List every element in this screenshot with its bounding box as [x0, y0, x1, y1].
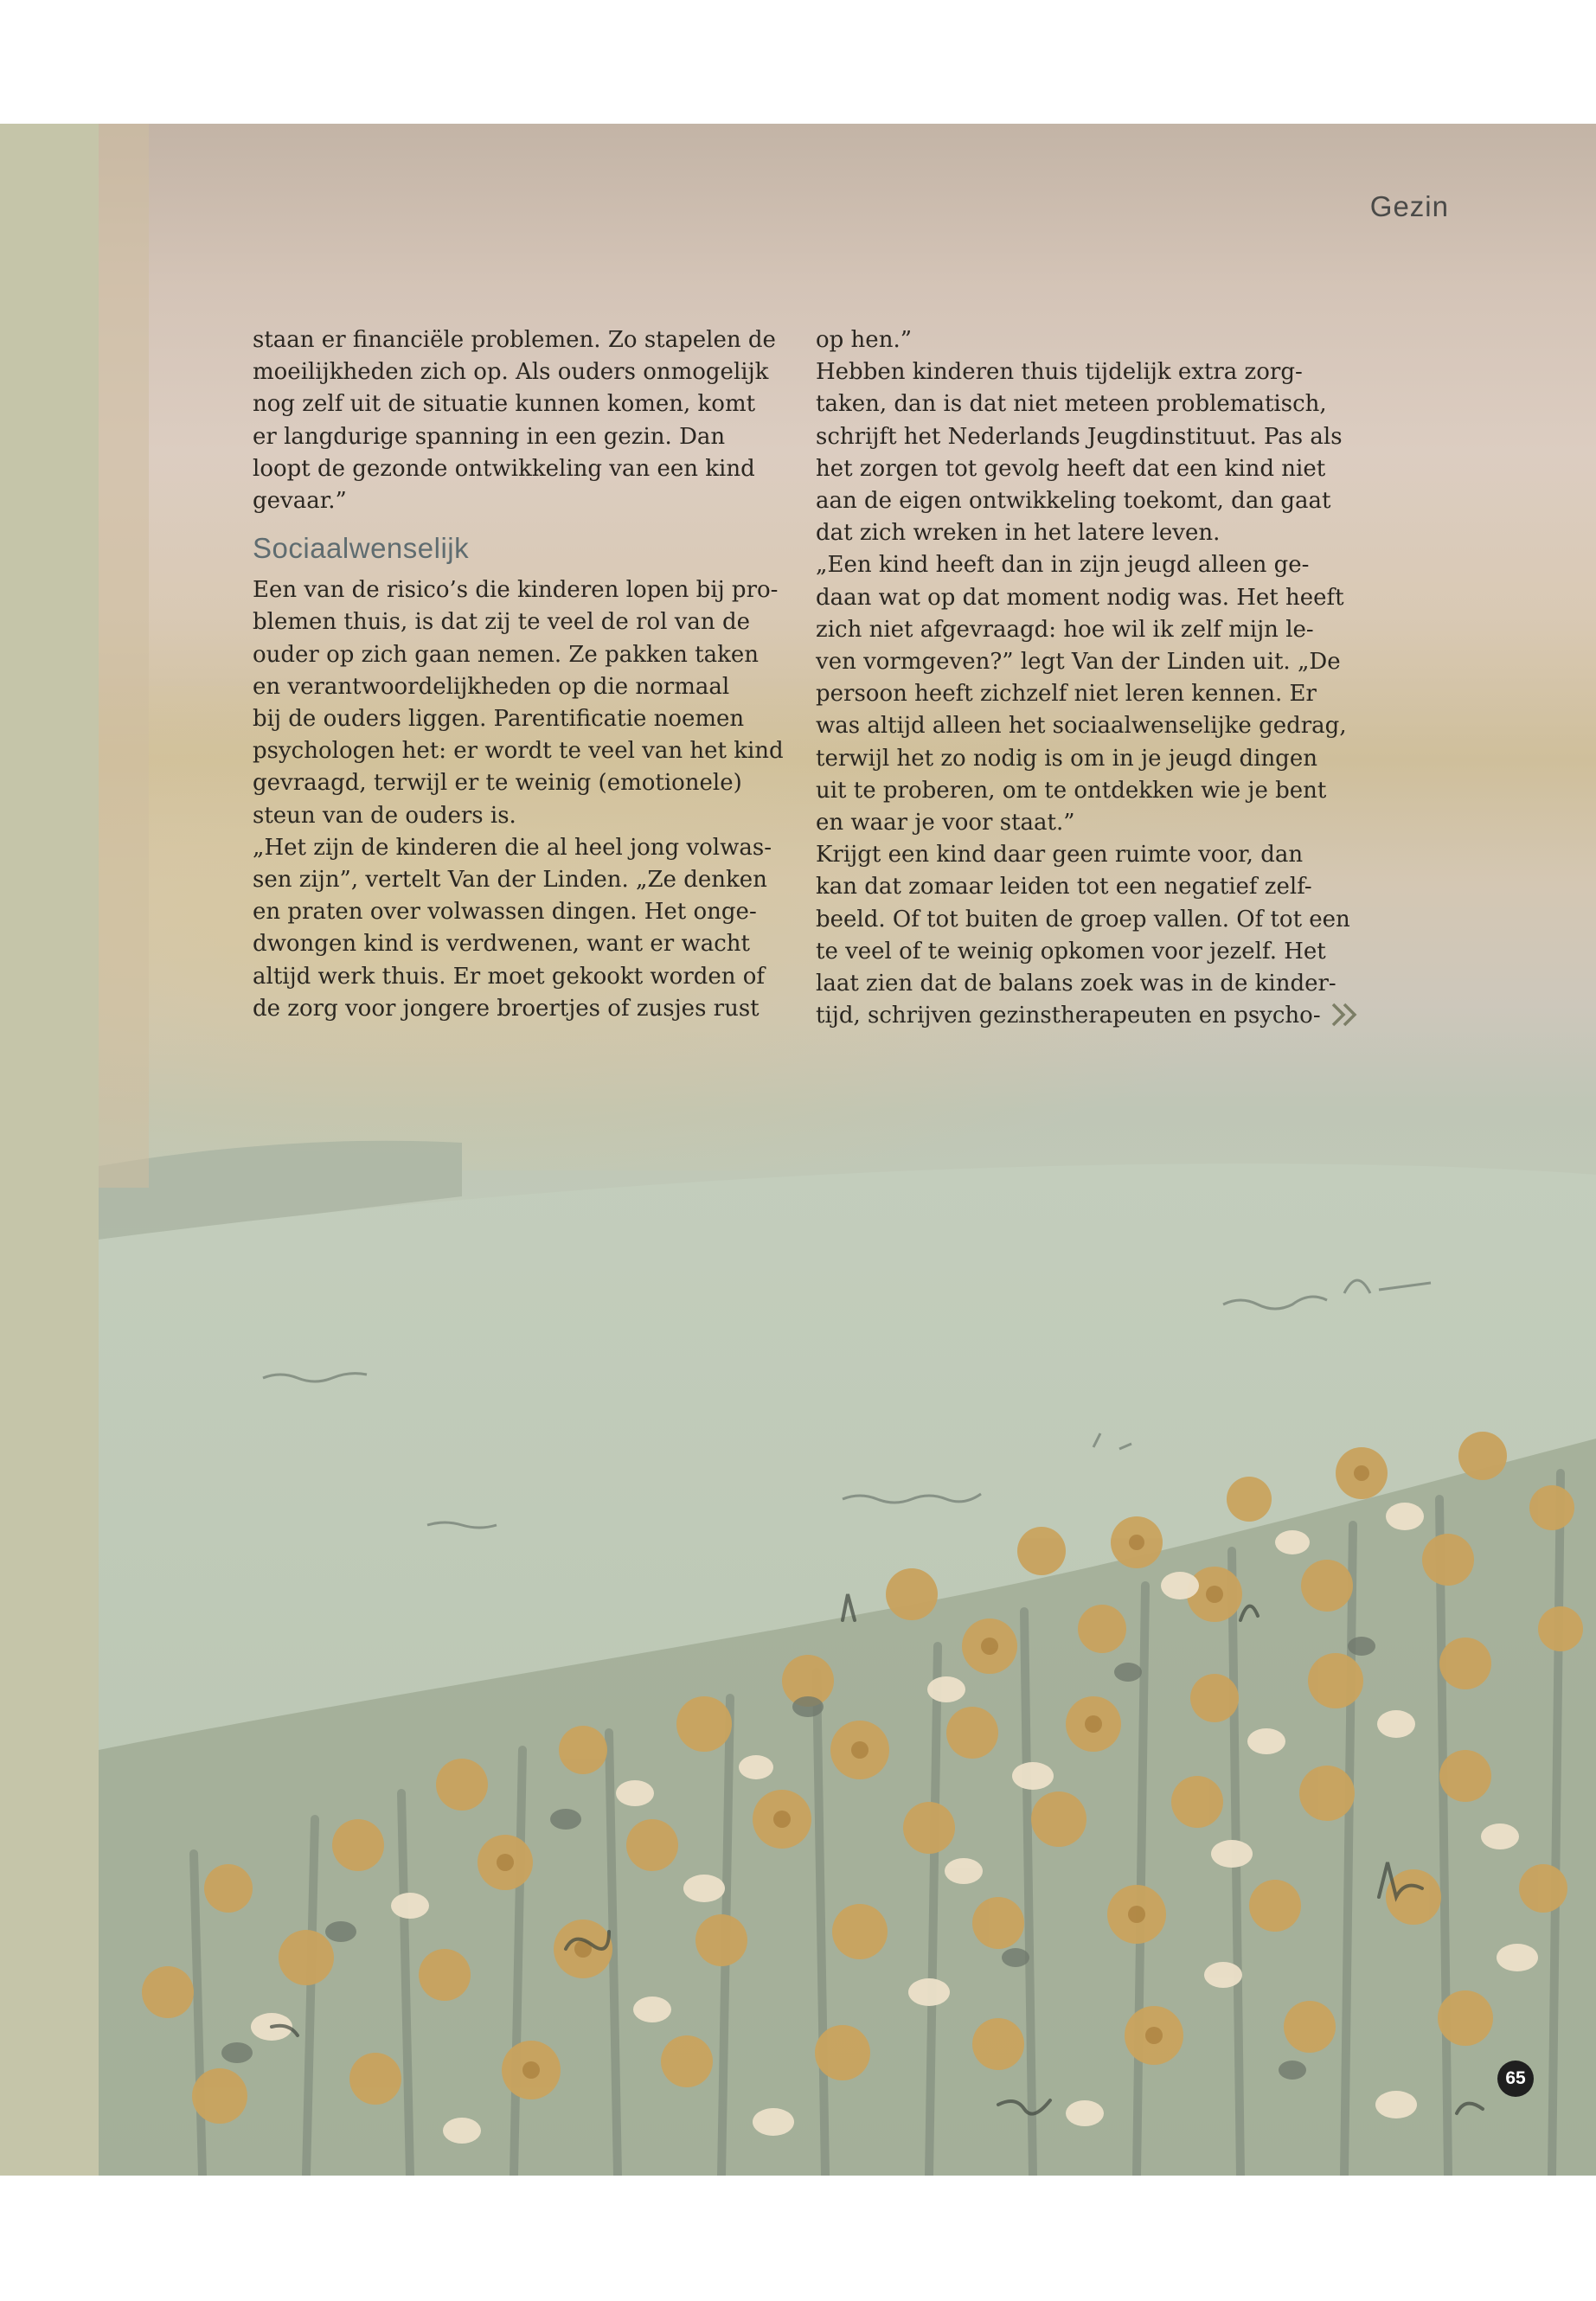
text-line: steun van de ouders is. [253, 802, 516, 829]
left-margin-band-shadow [99, 124, 149, 1188]
text-line: bij de ouders liggen. Parentificatie noemen [253, 706, 745, 733]
paragraph-block-2 [253, 574, 789, 1025]
page-number-badge: 65 [1497, 2061, 1534, 2097]
text-line: taken, dan is dat niet meteen problematisch, [816, 391, 1327, 418]
text-line: ouder op zich gaan nemen. Ze pakken taken [253, 641, 759, 668]
text-line: schrijft het Nederlands Jeugdinstituut. Pas als [816, 423, 1343, 450]
text-line: uit te proberen, om te ontdekken wie je bent [816, 777, 1327, 804]
text-line: het zorgen tot gevolg heeft dat een kind niet [816, 455, 1326, 482]
text-line: op hen.” [816, 327, 912, 353]
text-line: persoon heeft zichzelf niet leren kennen. Er [816, 681, 1317, 708]
text-line: dwongen kind is verdwenen, want er wacht [253, 931, 750, 958]
text-line: zich niet afgevraagd: hoe wil ik zelf mijn le- [816, 616, 1314, 643]
text-line: daan wat op dat moment nodig was. Het heeft [816, 584, 1344, 611]
text-line: te veel of te weinig opkomen voor jezelf. Het [816, 938, 1326, 965]
text-line: nog zelf uit de situatie kunnen komen, komt [253, 391, 756, 418]
text-line: blemen thuis, is dat zij te veel de rol van de [253, 609, 750, 636]
text-line: gevraagd, terwijl er te weinig (emotionele) [253, 770, 742, 797]
text-line: was altijd alleen het sociaalwenselijke gedrag, [816, 713, 1347, 740]
text-line: laat zien dat de balans zoek was in de kinder- [816, 971, 1336, 997]
text-line: altijd werk thuis. Er moet gekookt worden of [253, 963, 766, 990]
text-line: terwijl het zo nodig is om in je jeugd dingen [816, 745, 1317, 772]
text-line: de zorg voor jongere broertjes of zusjes rust [253, 995, 760, 1022]
text-line: aan de eigen ontwikkeling toekomt, dan gaat [816, 488, 1331, 515]
subheading: Sociaalwenselijk [253, 532, 470, 565]
text-line: er langdurige spanning in een gezin. Dan [253, 423, 726, 450]
text-line: en praten over volwassen dingen. Het onge- [253, 899, 757, 926]
text-line: sen zijn”, vertelt Van der Linden. „Ze denken [253, 867, 767, 894]
text-line: Een van de risico’s die kinderen lopen bij pro- [253, 577, 779, 604]
text-line: Krijgt een kind daar geen ruimte voor, dan [816, 842, 1304, 868]
double-chevron-right-icon [1330, 1001, 1360, 1029]
text-line: tijd, schrijven gezinstherapeuten en psycho- [816, 1003, 1321, 1029]
left-margin-band [0, 124, 99, 2176]
text-line: „Het zijn de kinderen die al heel jong volwas- [253, 834, 772, 861]
text-column-left [253, 324, 789, 1025]
text-line: psychologen het: er wordt te veel van het kind [253, 738, 784, 765]
text-line: kan dat zomaar leiden tot een negatief zelf- [816, 874, 1312, 901]
text-line: moeilijkheden zich op. Als ouders onmogelijk [253, 359, 769, 386]
text-line: loopt de gezonde ontwikkeling van een kind [253, 455, 755, 482]
text-line: „Een kind heeft dan in zijn jeugd alleen ge- [816, 552, 1310, 579]
text-line: staan er financiële problemen. Zo stapelen de [253, 327, 776, 353]
text-line: en verantwoordelijkheden op die normaal [253, 673, 730, 700]
text-line: beeld. Of tot buiten de groep vallen. Of tot een [816, 906, 1350, 933]
text-line: en waar je voor staat.” [816, 810, 1075, 836]
text-line: dat zich wreken in het latere leven. [816, 520, 1221, 547]
paragraph-block-1 [253, 324, 789, 517]
text-line: Hebben kinderen thuis tijdelijk extra zorg- [816, 359, 1303, 386]
text-line: gevaar.” [253, 488, 347, 515]
text-line: ven vormgeven?” legt Van der Linden uit. „De [816, 649, 1341, 676]
text-column-right [816, 324, 1369, 1032]
section-label: Gezin [1369, 190, 1449, 222]
